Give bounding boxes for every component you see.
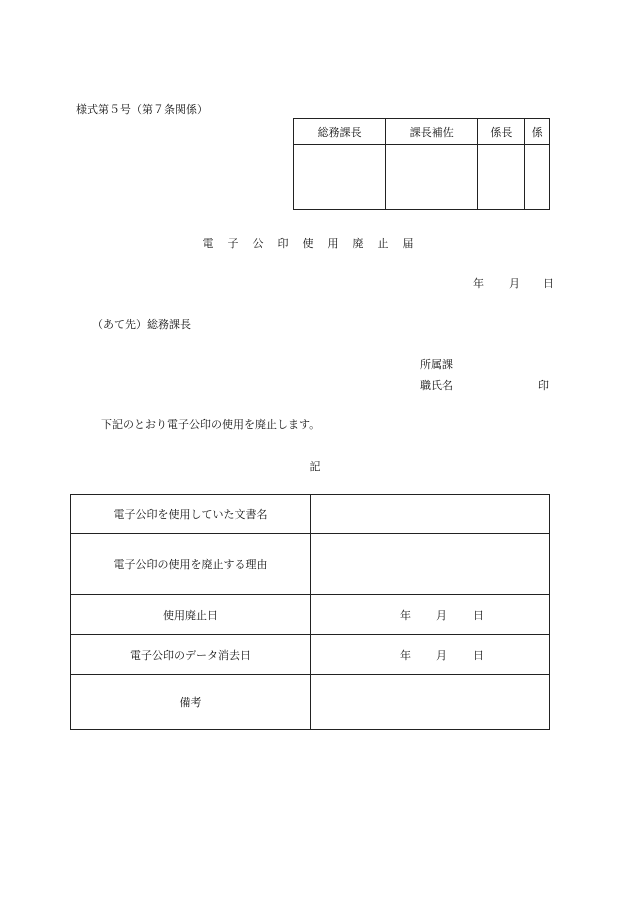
- discontinue-date-year: 年: [400, 608, 411, 622]
- remarks-label: 備考: [71, 675, 311, 730]
- approval-stamp-table: [293, 118, 550, 210]
- data-deletion-date-year: 年: [400, 648, 411, 662]
- data-deletion-date-day: 日: [473, 648, 484, 662]
- data-deletion-date-field[interactable]: [311, 635, 550, 675]
- body-text: 下記のとおり電子公印の使用を廃止します。: [101, 418, 321, 431]
- seal-label: 印: [538, 379, 549, 392]
- document-name-field[interactable]: [311, 495, 550, 534]
- approval-stamp-box[interactable]: [478, 145, 525, 210]
- remarks-field[interactable]: [311, 675, 550, 730]
- table-row: [71, 495, 550, 534]
- department-label: 所属課: [420, 358, 453, 371]
- document-title: 電子公印使用廃止届: [202, 237, 428, 250]
- date-month-label: 月: [509, 277, 520, 290]
- approval-stamp-box[interactable]: [386, 145, 478, 210]
- name-label: 職氏名: [420, 379, 453, 392]
- discontinue-date-field[interactable]: [311, 595, 550, 635]
- note-heading: 記: [309, 460, 321, 473]
- approval-stamp-box[interactable]: [294, 145, 386, 210]
- approval-header-assistant-chief: 課長補佐: [386, 119, 478, 145]
- discontinue-date-month: 月: [436, 608, 447, 622]
- approval-header-general-affairs-chief: 総務課長: [294, 119, 386, 145]
- date-year-label: 年: [473, 277, 484, 290]
- document-name-label: 電子公印を使用していた文書名: [71, 495, 311, 534]
- data-deletion-date-month: 月: [436, 648, 447, 662]
- table-row: [71, 675, 550, 730]
- date-day-label: 日: [543, 277, 554, 290]
- table-row: [71, 635, 550, 675]
- details-table: [70, 494, 550, 730]
- table-row: [71, 534, 550, 595]
- form-number: 様式第５号（第７条関係）: [76, 103, 208, 116]
- discontinue-reason-label: 電子公印の使用を廃止する理由: [71, 534, 311, 595]
- approval-header-section-chief: 係長: [478, 119, 525, 145]
- approval-header-staff: 係: [525, 119, 550, 145]
- discontinue-date-label: 使用廃止日: [71, 595, 311, 635]
- data-deletion-date-label: 電子公印のデータ消去日: [71, 635, 311, 675]
- discontinue-date-day: 日: [473, 608, 484, 622]
- discontinue-reason-field[interactable]: [311, 534, 550, 595]
- approval-stamp-box[interactable]: [525, 145, 550, 210]
- addressee: （あて先）総務課長: [92, 318, 191, 331]
- table-row: [71, 595, 550, 635]
